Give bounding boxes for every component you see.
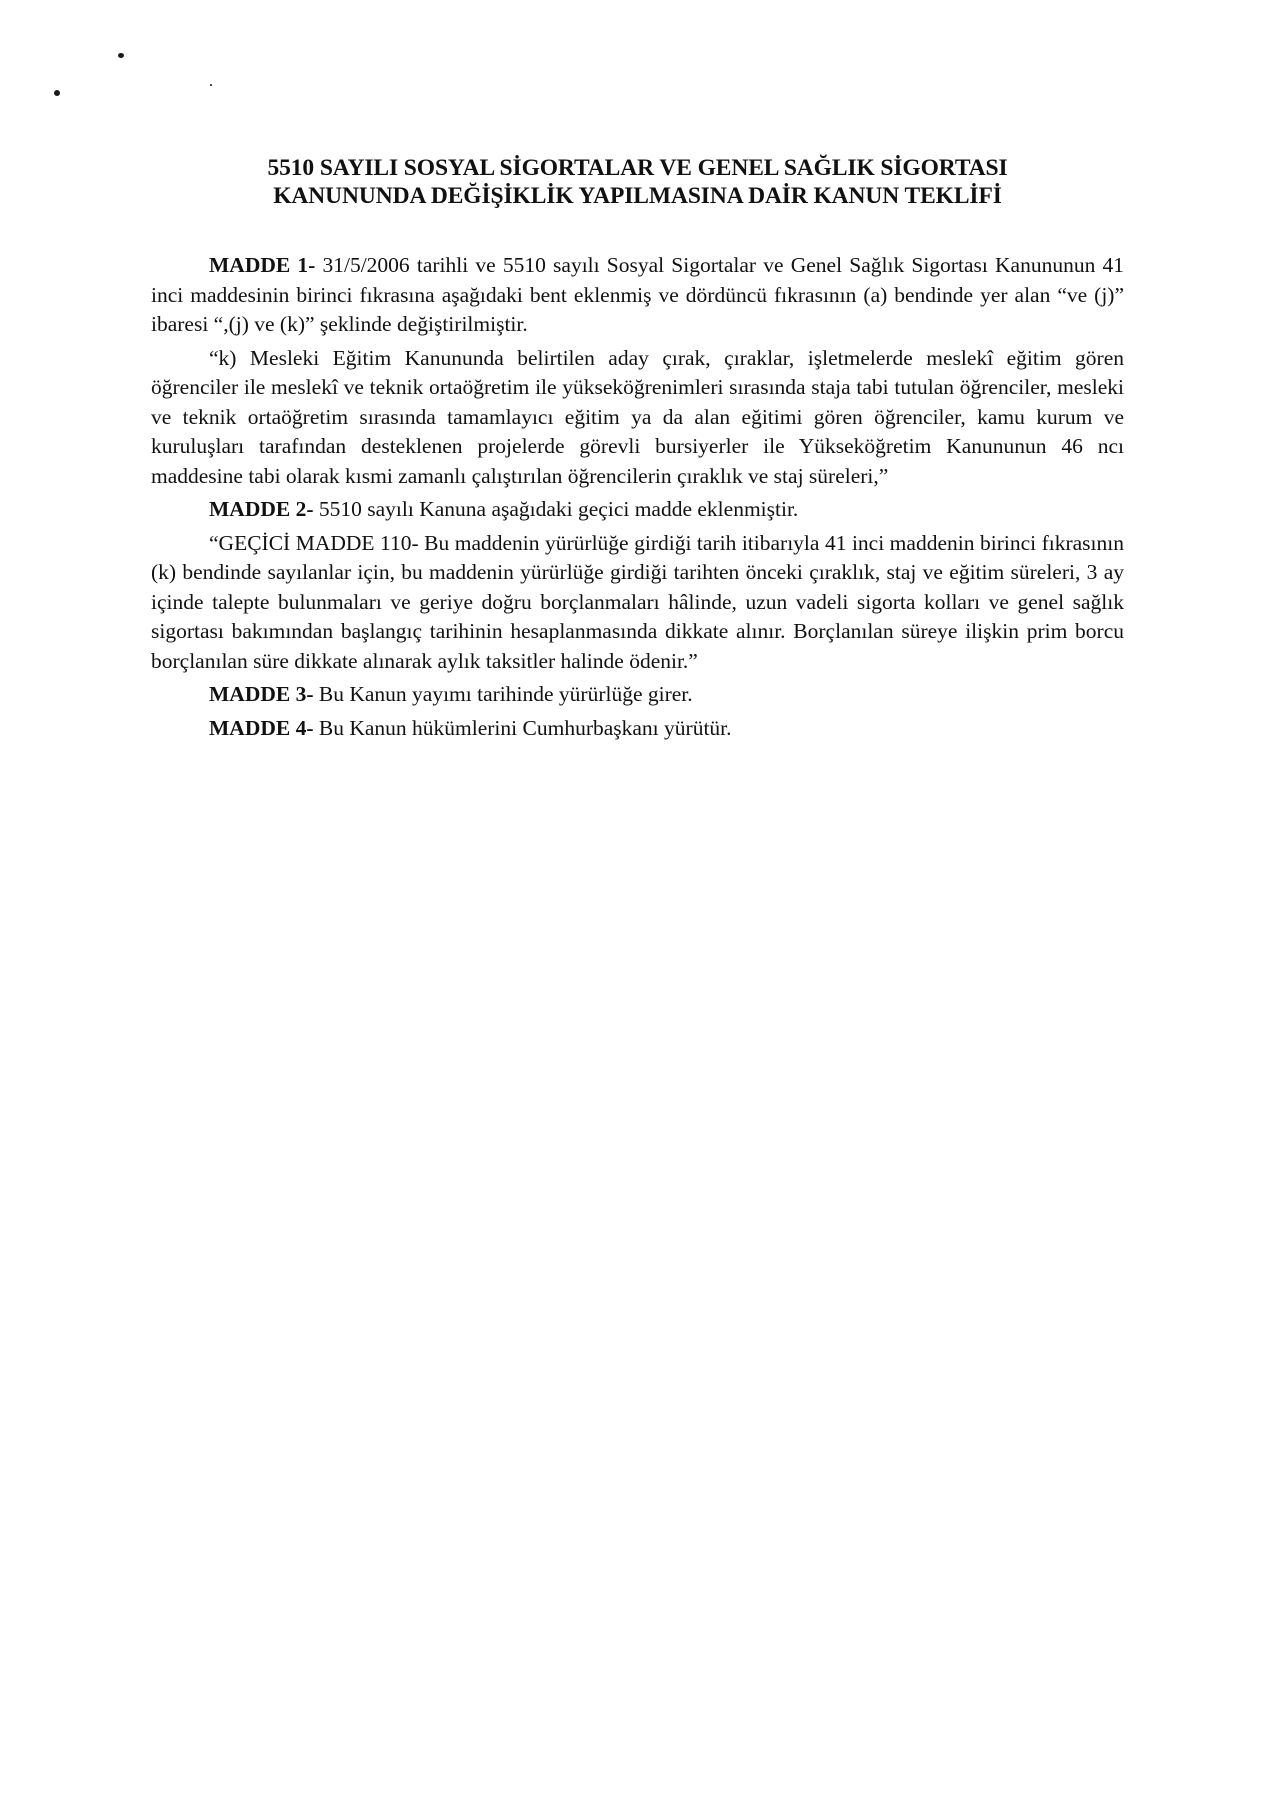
title-line-2: KANUNUNDA DEĞİŞİKLİK YAPILMASINA DAİR KANUN TEKLİFİ [273, 183, 1002, 209]
document-body [151, 251, 1124, 743]
paragraph-gecici-madde [151, 529, 1124, 677]
document-title [150, 154, 1125, 210]
paragraph-text: 31/5/2006 tarihli ve 5510 sayılı Sosyal Sigortalar ve Genel Sağlık Sigortası Kanununun 41 inci maddesinin birinci fıkrasına aşağıdaki bent eklenmiş ve dördüncü fıkrasının (a) bendinde yer alan “ve (j)” ibaresi “,(j) ve (k)” şeklinde değiştirilmiştir. [151, 253, 1124, 336]
paragraph-text: 5510 sayılı Kanuna aşağıdaki geçici madde eklenmiştir. [313, 497, 799, 521]
paragraph-text: “GEÇİCİ MADDE 110- Bu maddenin yürürlüğe girdiği tarih itibarıyla 41 inci maddenin birinci fıkrasının (k) bendinde sayılanlar için, bu maddenin yürürlüğe girdiği tarihten önceki çıraklık, staj ve eğitim süreleri, 3 ay içinde talepte bulunmaları ve geriye doğru borçlanmaları hâlinde, uzun vadeli sigorta kolları ve genel sağlık sigortası bakımından başlangıç tarihinin hesaplanmasında dikkate alınır. Borçlanılan süreye ilişkin prim borcu borçlanılan süre dikkate alınarak aylık taksitler halinde ödenir.” [151, 530, 1124, 673]
paragraph-text: “k) Mesleki Eğitim Kanununda belirtilen aday çırak, çıraklar, işletmelerde meslekî eğitim gören öğrenciler ile meslekî ve teknik ortaöğretim ile yükseköğrenimleri sırasında staja tabi tutulan öğrenciler, mesleki ve teknik ortaöğretim sırasında tamamlayıcı eğitim ya da alan eğitimi gören öğrenciler, kamu kurum ve kuruluşları tarafından desteklenen projelerde görevli bursiyerler ile Yükseköğretim Kanununun 46 ncı maddesine tabi olarak kısmi zamanlı çalıştırılan öğrencilerin çıraklık ve staj süreleri,” [151, 345, 1124, 488]
paragraph-text: Bu Kanun hükümlerini Cumhurbaşkanı yürütür. [313, 715, 732, 740]
title-line-1: 5510 SAYILI SOSYAL SİGORTALAR VE GENEL SAĞLIK SİGORTASI [267, 155, 1008, 181]
paragraph-madde-1 [151, 251, 1124, 340]
paragraph-bent-k [151, 344, 1124, 492]
madde-label: MADDE 1- [209, 253, 316, 277]
paragraph-madde-2 [151, 495, 1124, 525]
madde-label: MADDE 4- [209, 715, 314, 740]
scan-speck [210, 84, 212, 86]
madde-label: MADDE 2- [209, 497, 314, 521]
scan-speck [118, 53, 124, 58]
paragraph-text: Bu Kanun yayımı tarihinde yürürlüğe girer. [313, 682, 693, 706]
paragraph-madde-3 [151, 680, 1124, 710]
scan-speck [54, 90, 60, 96]
madde-label: MADDE 3- [209, 682, 314, 706]
paragraph-madde-4 [151, 714, 1124, 744]
